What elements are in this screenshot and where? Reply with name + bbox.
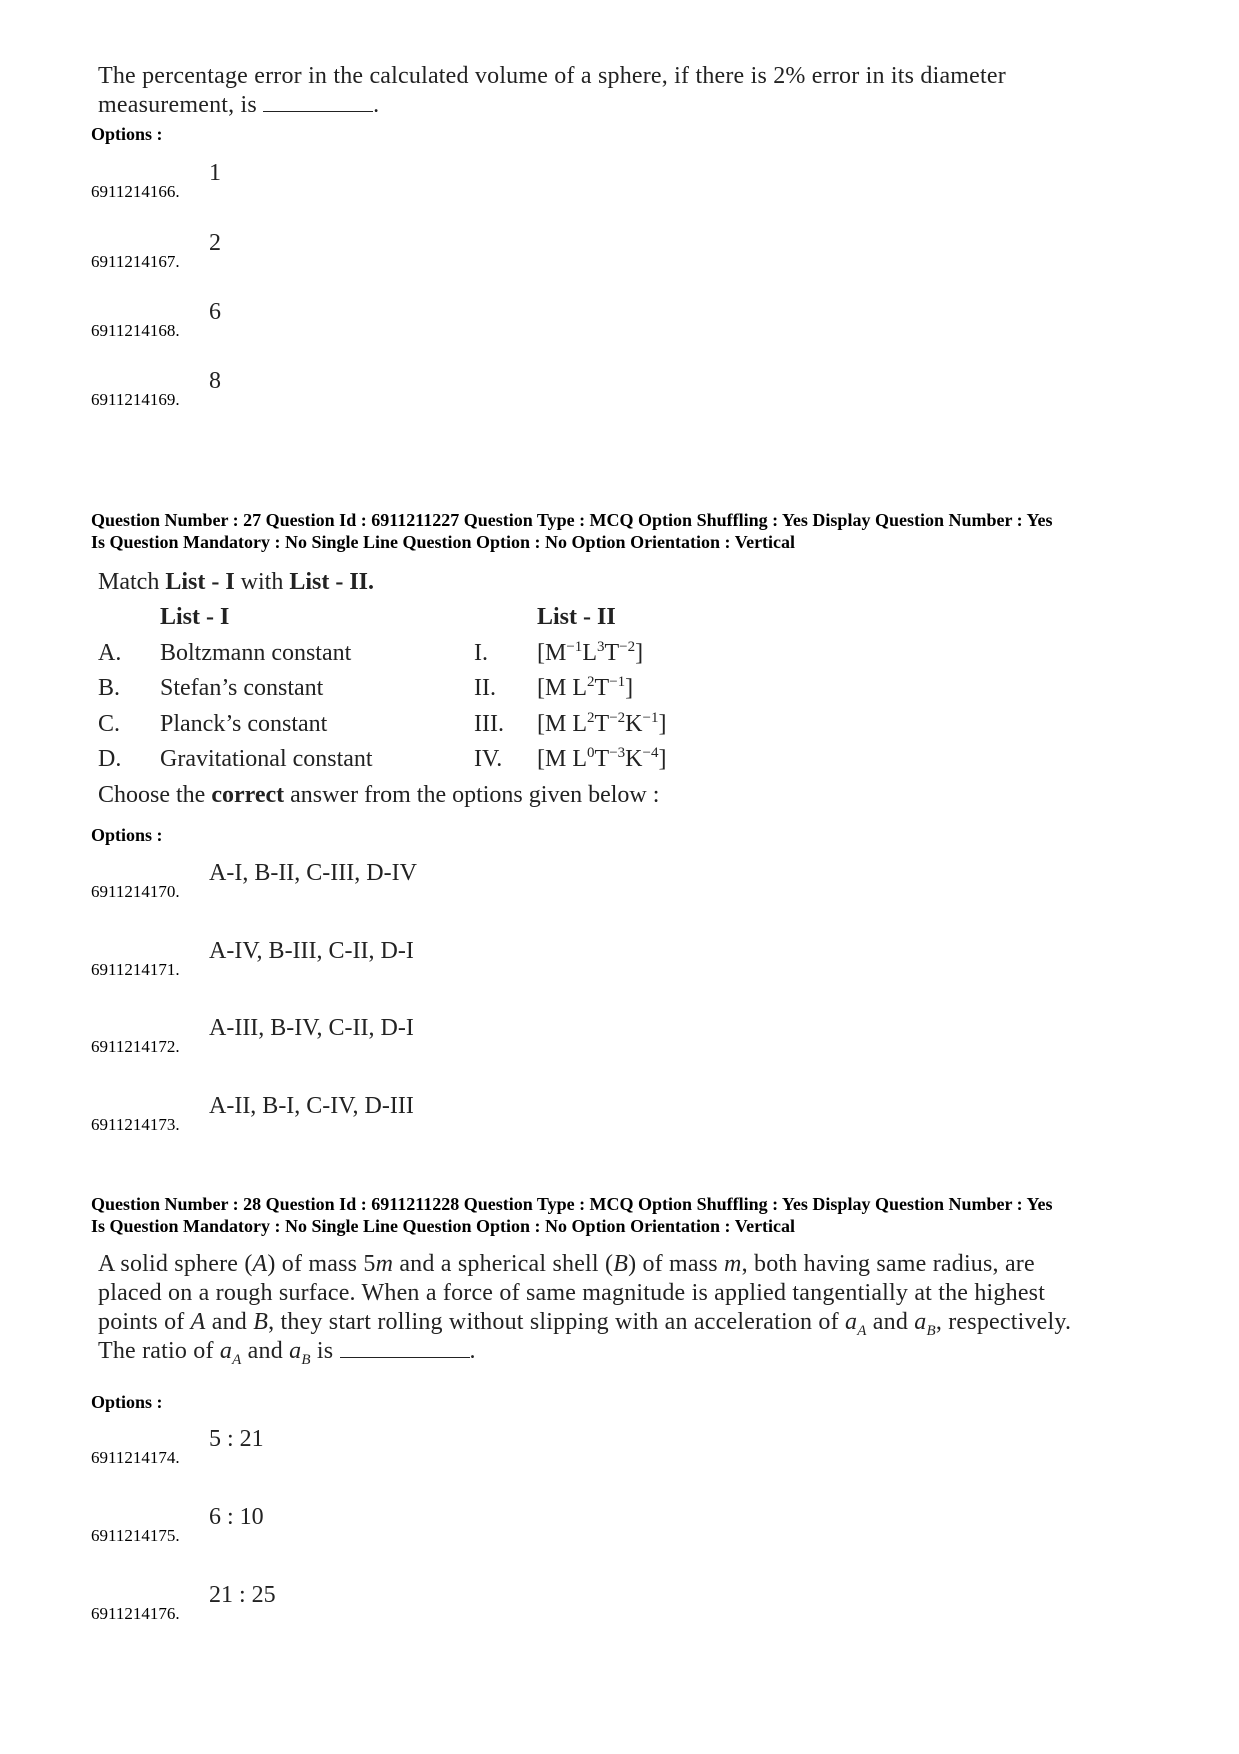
text-fragment: and	[866, 1309, 915, 1335]
dim-exponent: 2	[587, 710, 595, 726]
dim-exponent: −1	[642, 710, 659, 726]
q28-option-2[interactable]	[91, 1504, 791, 1554]
var-a: a	[219, 1338, 233, 1364]
q28-options-label: Options :	[91, 1392, 163, 1412]
row-a-name: Boltzmann constant	[160, 640, 352, 666]
option-id: 6911214176.	[91, 1604, 180, 1623]
option-value: A-II, B-I, C-IV, D-III	[209, 1093, 414, 1119]
var-a: a	[845, 1309, 858, 1335]
q26-option-3[interactable]	[91, 299, 791, 349]
var-A: A	[190, 1309, 206, 1335]
q26-text-line2-content: measurement, is	[98, 92, 257, 118]
q26-option-2[interactable]	[91, 230, 791, 280]
var-B: B	[253, 1309, 269, 1335]
q26-question-text	[98, 62, 1173, 120]
q26-options-label: Options :	[91, 124, 163, 144]
match-list2: List - II	[289, 569, 369, 595]
option-value: 1	[209, 160, 221, 186]
q27-choose-instruction	[98, 782, 659, 809]
q28-question-text	[98, 1250, 1173, 1366]
row-b-dimension: [M $L^2T^{-1}$]	[537, 674, 634, 701]
text-fragment: is	[310, 1338, 334, 1364]
text-fragment: and	[205, 1309, 254, 1335]
option-value: A-IV, B-III, C-II, D-I	[209, 938, 414, 964]
q27-meta	[91, 509, 1191, 553]
var-m: m	[724, 1251, 742, 1277]
var-A: A	[252, 1251, 268, 1277]
row-b-letter: B.	[98, 675, 121, 701]
q26-text-line2	[98, 91, 1173, 120]
option-value: 6	[209, 299, 221, 325]
dim-symbol: L	[572, 746, 588, 772]
text-fragment: , they start rolling without slipping with an acceleration of	[268, 1309, 846, 1335]
option-id: 6911214174.	[91, 1448, 180, 1467]
option-value: 8	[209, 368, 221, 394]
text-fragment: , respectively.	[935, 1309, 1072, 1335]
row-d-letter: D.	[98, 746, 122, 772]
row-c-dimension: [M $L^2T^{-2}K^{-1}$]	[537, 710, 667, 737]
text-fragment: ) of mass 5	[267, 1251, 376, 1277]
row-c-name: Planck’s constant	[160, 711, 328, 737]
match-with: with	[240, 569, 284, 595]
dim-symbol: L	[572, 711, 588, 737]
var-B-sub: B	[926, 1323, 936, 1339]
dim-exponent: −2	[609, 710, 626, 726]
match-prefix: Match	[98, 569, 160, 595]
q27-meta-line2: Is Question Mandatory : No Single Line Question Option : No Option Orientation : Vertical	[91, 532, 796, 552]
q27-option-2[interactable]	[91, 938, 791, 988]
option-id: 6911214169.	[91, 390, 180, 409]
dim-exponent: −2	[619, 639, 636, 655]
dim-symbol: L	[572, 675, 588, 701]
text-fragment: and	[241, 1338, 290, 1364]
dim-exponent: −1	[609, 674, 626, 690]
q26-option-1[interactable]	[91, 160, 791, 210]
dim-exponent: 3	[596, 639, 605, 655]
q27-option-4[interactable]	[91, 1093, 791, 1143]
q28-meta-line2: Is Question Mandatory : No Single Line Question Option : No Option Orientation : Vertical	[91, 1216, 796, 1236]
option-id: 6911214168.	[91, 321, 180, 340]
dim-exponent: −3	[609, 745, 626, 761]
dim-symbol: M	[545, 711, 567, 737]
dim-symbol: M	[545, 746, 567, 772]
list2-header: List - II	[537, 604, 616, 630]
dim-symbol: L	[582, 640, 597, 666]
text-fragment: The ratio of	[98, 1338, 220, 1364]
choose-suffix: answer from the options given below :	[290, 782, 660, 808]
text-fragment: A solid sphere (	[98, 1251, 253, 1277]
q27-option-1[interactable]	[91, 860, 791, 910]
option-id: 6911214172.	[91, 1037, 180, 1056]
row-a-roman: I.	[474, 640, 488, 666]
q26-blank-end: .	[373, 92, 380, 118]
var-a: a	[289, 1338, 302, 1364]
option-value: A-I, B-II, C-III, D-IV	[209, 860, 417, 886]
option-id: 6911214170.	[91, 882, 180, 901]
option-value: 6 : 10	[209, 1504, 264, 1530]
text-fragment: and a spherical shell (	[393, 1251, 614, 1277]
option-value: 2	[209, 230, 221, 256]
q28-meta	[91, 1193, 1191, 1237]
dim-exponent: 0	[587, 745, 595, 761]
option-value: 21 : 25	[209, 1582, 276, 1608]
row-c-roman: III.	[474, 711, 504, 737]
option-id: 6911214166.	[91, 182, 180, 201]
text-fragment: points of	[98, 1309, 191, 1335]
dim-symbol: M	[545, 640, 567, 666]
option-id: 6911214167.	[91, 252, 180, 271]
text-fragment: , both having same radius, are	[741, 1251, 1035, 1277]
row-b-roman: II.	[474, 675, 496, 701]
var-m: m	[375, 1251, 394, 1277]
q27-match-instruction	[98, 569, 374, 596]
row-d-dimension: [M $L^0T^{-3}K^{-4}$]	[537, 745, 667, 772]
text-fragment: ) of mass	[628, 1251, 725, 1277]
option-id: 6911214175.	[91, 1526, 180, 1545]
dim-symbol: M	[545, 675, 567, 701]
dim-symbol: T	[594, 711, 610, 737]
answer-blank	[340, 1339, 470, 1358]
var-B: B	[613, 1251, 629, 1277]
dim-symbol: T	[594, 746, 610, 772]
match-end: .	[368, 569, 375, 595]
q28-option-3[interactable]	[91, 1582, 791, 1632]
dim-exponent: 2	[587, 674, 595, 690]
q27-option-3[interactable]	[91, 1015, 791, 1065]
dim-symbol: K	[625, 711, 643, 737]
option-id: 6911214171.	[91, 960, 180, 979]
row-d-name: Gravitational constant	[160, 746, 373, 772]
dim-symbol: K	[625, 746, 643, 772]
dim-exponent: −4	[642, 745, 659, 761]
option-value: A-III, B-IV, C-II, D-I	[209, 1015, 414, 1041]
q28-line3	[98, 1308, 1173, 1337]
row-d-roman: IV.	[474, 746, 503, 772]
q28-line4	[98, 1337, 1173, 1366]
choose-bold: correct	[211, 782, 285, 808]
dim-symbol: T	[594, 675, 610, 701]
match-list1: List - I	[165, 569, 235, 595]
q27-meta-line1: Question Number : 27 Question Id : 6911211227 Question Type : MCQ Option Shuffling : Yes Display Question Number : Yes	[91, 510, 1053, 530]
dim-exponent: −1	[566, 639, 583, 655]
q27-options-label: Options :	[91, 825, 163, 845]
q28-line1	[98, 1250, 1173, 1279]
var-B-sub: B	[301, 1352, 311, 1368]
var-a: a	[914, 1309, 927, 1335]
list1-header: List - I	[160, 604, 230, 630]
q28-option-1[interactable]	[91, 1426, 791, 1476]
dim-symbol: T	[604, 640, 620, 666]
var-A-sub: A	[232, 1352, 242, 1368]
option-value: 5 : 21	[209, 1426, 264, 1452]
q28-line2: placed on a rough surface. When a force of same magnitude is applied tangentially at the highest	[98, 1280, 1046, 1306]
answer-blank	[263, 93, 373, 112]
q26-option-4[interactable]	[91, 368, 791, 418]
row-c-letter: C.	[98, 711, 121, 737]
row-b-name: Stefan’s constant	[160, 675, 324, 701]
q28-meta-line1: Question Number : 28 Question Id : 6911211228 Question Type : MCQ Option Shuffling : Yes Display Question Number : Yes	[91, 1194, 1053, 1214]
q26-text-line1: The percentage error in the calculated volume of a sphere, if there is 2% error in its diameter	[98, 63, 1006, 89]
option-id: 6911214173.	[91, 1115, 180, 1134]
row-a-letter: A.	[98, 640, 122, 666]
choose-prefix: Choose the	[98, 782, 206, 808]
row-a-dimension: $[M^{-1}L^3T^{-2}]$	[537, 639, 644, 666]
var-A-sub: A	[857, 1323, 867, 1339]
text-fragment: .	[469, 1338, 476, 1364]
